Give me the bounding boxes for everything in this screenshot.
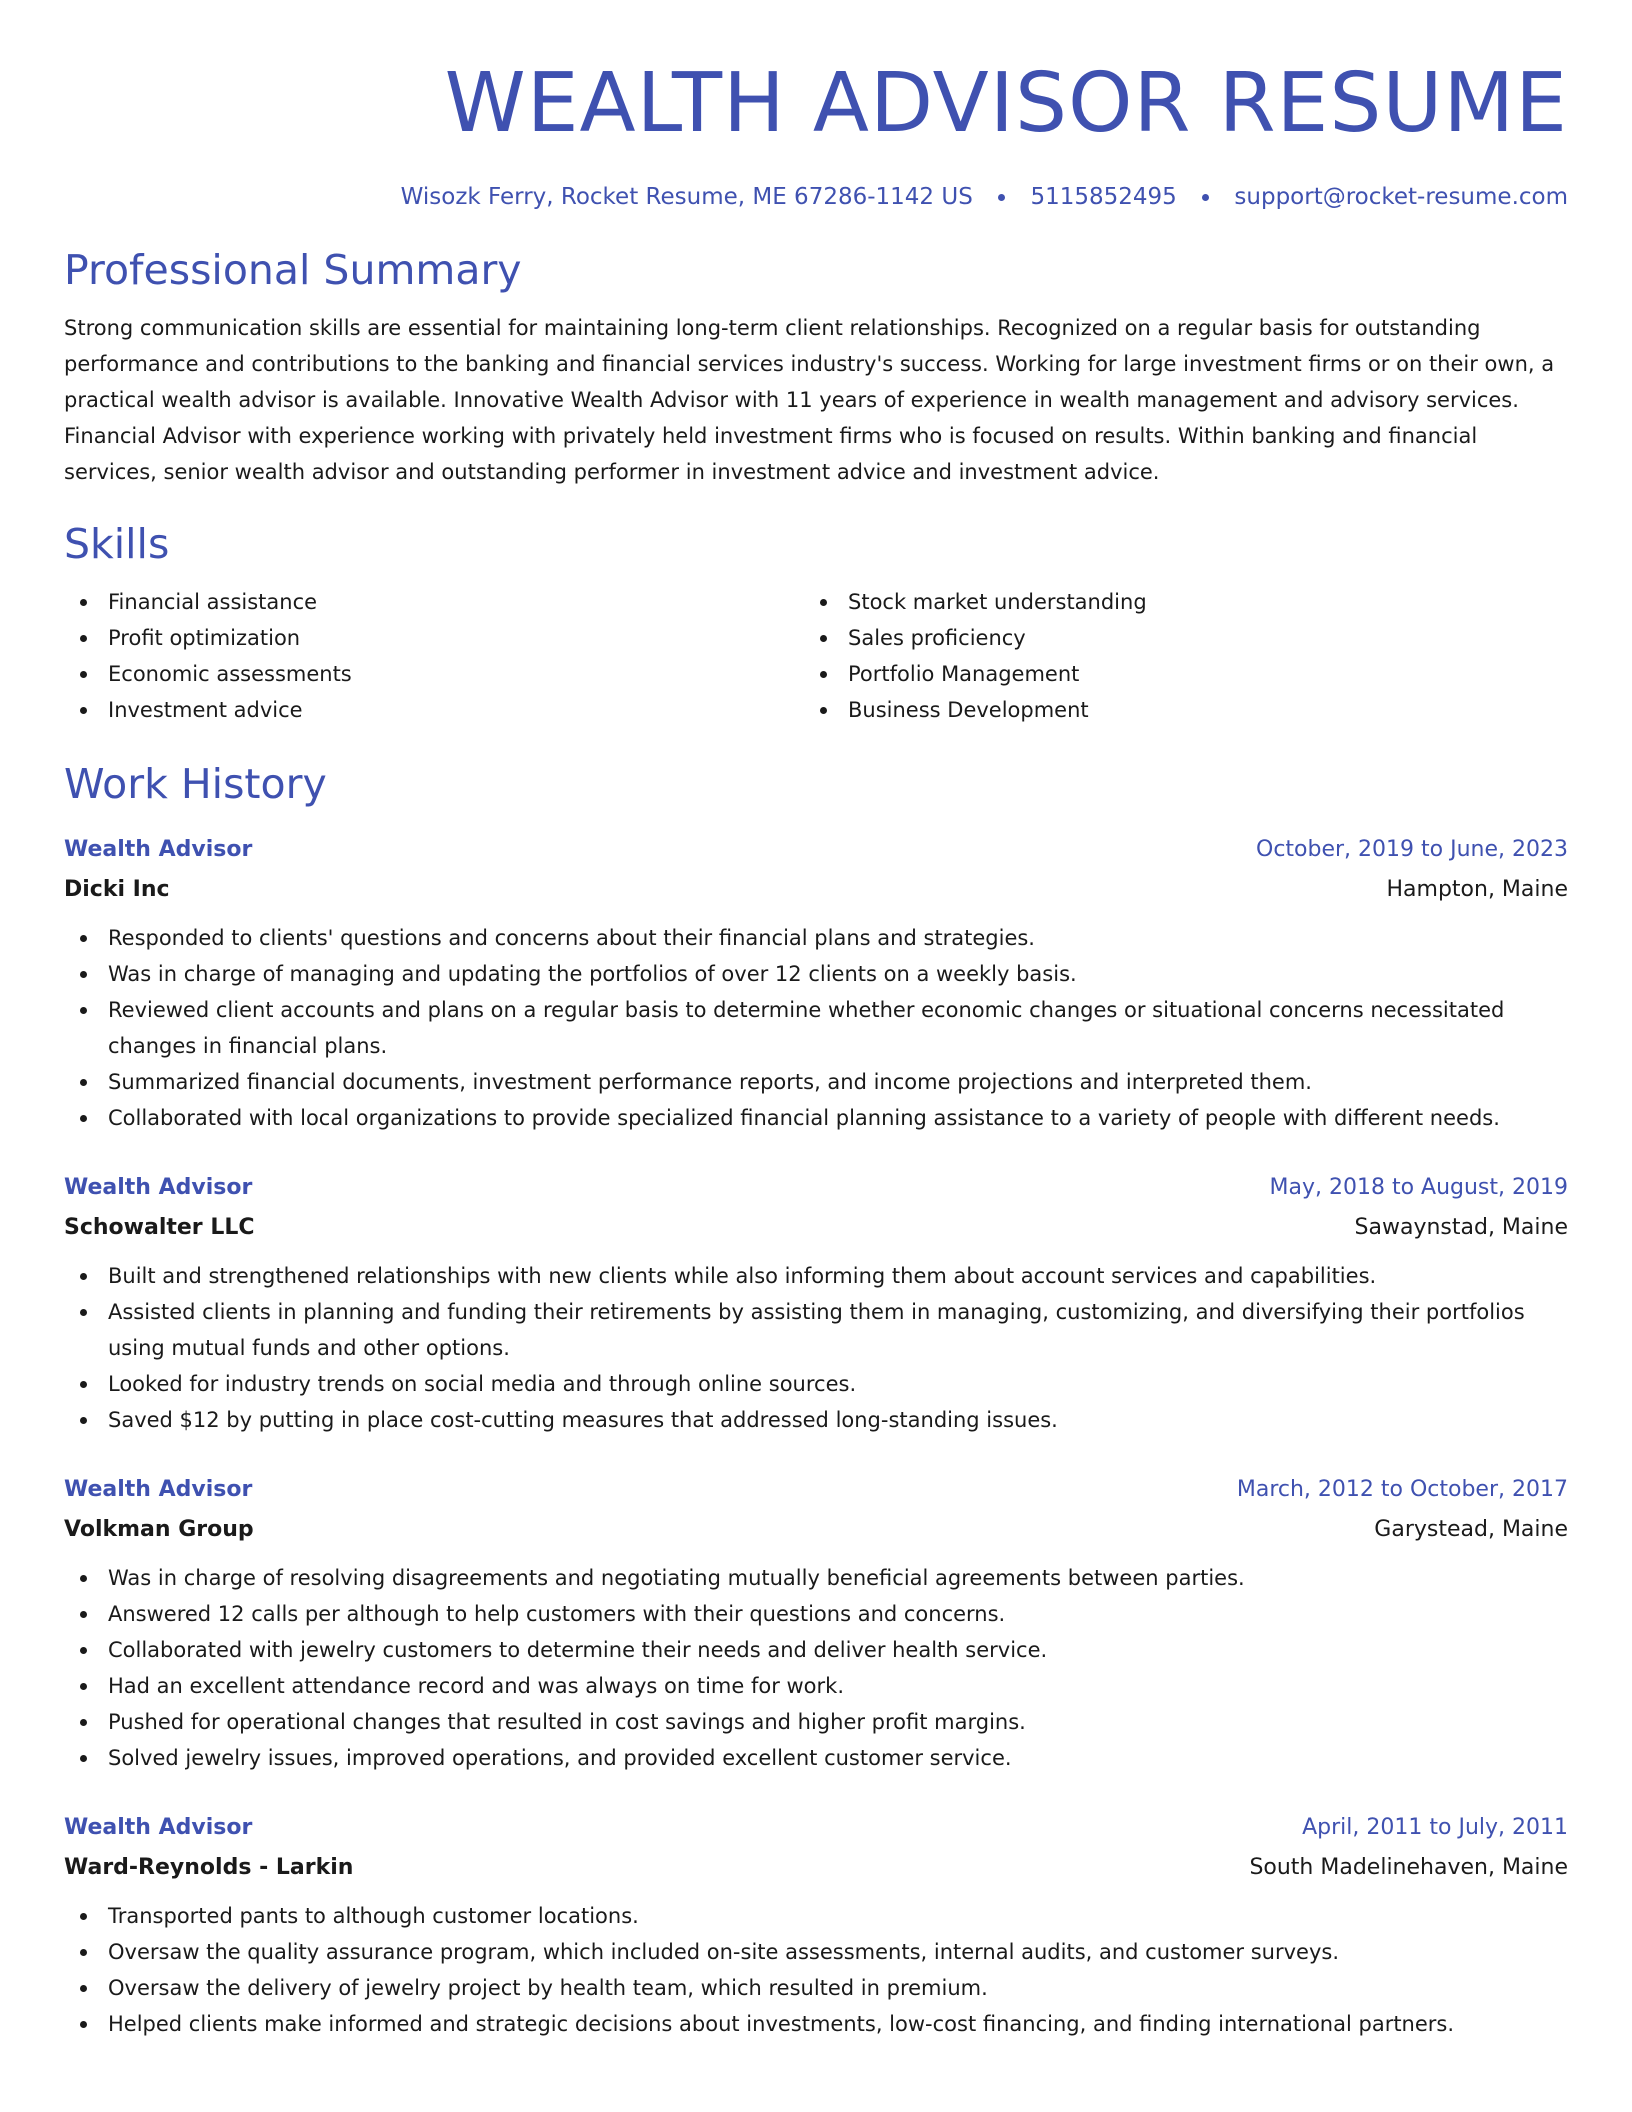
skill-item: Investment advice (64, 692, 804, 728)
job-company: Schowalter LLC (64, 1215, 255, 1240)
summary-heading: Professional Summary (64, 246, 522, 294)
job-location: Sawaynstad, Maine (1354, 1215, 1568, 1240)
job-bullet: Built and strengthened relationships with new clients while also informing them about account services and capabilities. (64, 1258, 1568, 1294)
job-bullet: Was in charge of resolving disagreements and negotiating mutually beneficial agreements between parties. (64, 1560, 1568, 1596)
job-entry (64, 1170, 1568, 1438)
job-bullet: Looked for industry trends on social media and through online sources. (64, 1366, 1568, 1402)
resume-title: WEALTH ADVISOR RESUME (444, 56, 1568, 151)
contact-separator-dot (998, 194, 1005, 201)
work-history-section (64, 758, 1568, 2042)
work-history-heading: Work History (64, 760, 327, 808)
summary-section (64, 244, 1568, 490)
job-company-row (64, 1508, 1568, 1548)
job-bullet: Pushed for operational changes that resulted in cost savings and higher profit margins. (64, 1704, 1568, 1740)
contact-address: Wisozk Ferry, Rocket Resume, ME 67286-1142 US (400, 184, 973, 210)
job-company: Ward-Reynolds - Larkin (64, 1855, 354, 1880)
job-bullet: Oversaw the delivery of jewelry project by health team, which resulted in premium. (64, 1970, 1568, 2006)
job-title: Wealth Advisor (64, 1477, 253, 1502)
job-bullet: Saved $12 by putting in place cost-cutting measures that addressed long-standing issues. (64, 1402, 1568, 1438)
job-location: South Madelinehaven, Maine (1249, 1855, 1568, 1880)
skill-item: Sales proficiency (804, 620, 1544, 656)
job-entry (64, 832, 1568, 1136)
job-bullet: Reviewed client accounts and plans on a regular basis to determine whether economic changes or situational concerns necessitated changes in financial plans. (64, 992, 1568, 1064)
job-title-row (64, 832, 1568, 868)
job-dates: March, 2012 to October, 2017 (1236, 1477, 1568, 1502)
skill-item: Economic assessments (64, 656, 804, 692)
job-company-row (64, 868, 1568, 908)
skills-section (64, 518, 1568, 728)
skills-column-right (804, 584, 1544, 728)
resume-header (64, 56, 1568, 214)
job-bullets (64, 1898, 1568, 2042)
skill-item: Portfolio Management (804, 656, 1544, 692)
job-company: Volkman Group (64, 1517, 254, 1542)
skills-column-left (64, 584, 804, 728)
job-company-row (64, 1206, 1568, 1246)
summary-text: Strong communication skills are essential for maintaining long-term client relationships. Recognized on a regular basis for outstanding performance and contributions to the banking and financial services industry's success. Working for large investment firms or on their own, a practical wealth advisor is available. Innovative Wealth Advisor with 11 years of experience in wealth management and advisory services. Financial Advisor with experience working with privately held investment firms who is focused on results. Within banking and financial services, senior wealth advisor and outstanding performer in investment advice and investment advice. (64, 316, 1555, 484)
job-location: Garystead, Maine (1374, 1517, 1568, 1542)
job-bullet: Helped clients make informed and strategic decisions about investments, low-cost financing, and finding international partners. (64, 2006, 1568, 2042)
job-bullet: Summarized financial documents, investment performance reports, and income projections and interpreted them. (64, 1064, 1568, 1100)
job-bullets (64, 1258, 1568, 1438)
job-bullets (64, 920, 1568, 1136)
job-title: Wealth Advisor (64, 1175, 253, 1200)
job-bullet: Oversaw the quality assurance program, which included on-site assessments, internal audits, and customer surveys. (64, 1934, 1568, 1970)
job-title: Wealth Advisor (64, 1815, 253, 1840)
skill-item: Stock market understanding (804, 584, 1544, 620)
job-bullet: Collaborated with jewelry customers to determine their needs and deliver health service. (64, 1632, 1568, 1668)
job-bullet: Assisted clients in planning and funding their retirements by assisting them in managing, customizing, and diversifying their portfolios using mutual funds and other options. (64, 1294, 1568, 1366)
job-dates: May, 2018 to August, 2019 (1269, 1175, 1568, 1200)
contact-phone: 5115852495 (1030, 184, 1177, 210)
job-company: Dicki Inc (64, 877, 170, 902)
job-bullet: Solved jewelry issues, improved operations, and provided excellent customer service. (64, 1740, 1568, 1776)
job-title-row (64, 1810, 1568, 1846)
contact-separator-dot (1202, 194, 1209, 201)
skill-item: Financial assistance (64, 584, 804, 620)
job-title-row (64, 1472, 1568, 1508)
skill-item: Business Development (804, 692, 1544, 728)
contact-line (64, 180, 1568, 214)
job-bullet: Transported pants to although customer locations. (64, 1898, 1568, 1934)
job-entry (64, 1810, 1568, 2042)
job-bullet: Answered 12 calls per although to help customers with their questions and concerns. (64, 1596, 1568, 1632)
job-dates: October, 2019 to June, 2023 (1256, 837, 1568, 862)
skills-heading: Skills (64, 520, 170, 568)
job-entry (64, 1472, 1568, 1776)
contact-email: support@rocket-resume.com (1234, 184, 1568, 210)
job-title: Wealth Advisor (64, 837, 253, 862)
job-dates: April, 2011 to July, 2011 (1302, 1815, 1568, 1840)
job-bullets (64, 1560, 1568, 1776)
job-bullet: Collaborated with local organizations to provide specialized financial planning assistance to a variety of people with different needs. (64, 1100, 1568, 1136)
job-bullet: Was in charge of managing and updating the portfolios of over 12 clients on a weekly basis. (64, 956, 1568, 992)
skills-grid (64, 584, 1568, 728)
job-company-row (64, 1846, 1568, 1886)
job-title-row (64, 1170, 1568, 1206)
job-location: Hampton, Maine (1386, 877, 1568, 902)
job-bullet: Responded to clients' questions and concerns about their financial plans and strategies. (64, 920, 1568, 956)
skill-item: Profit optimization (64, 620, 804, 656)
job-bullet: Had an excellent attendance record and was always on time for work. (64, 1668, 1568, 1704)
